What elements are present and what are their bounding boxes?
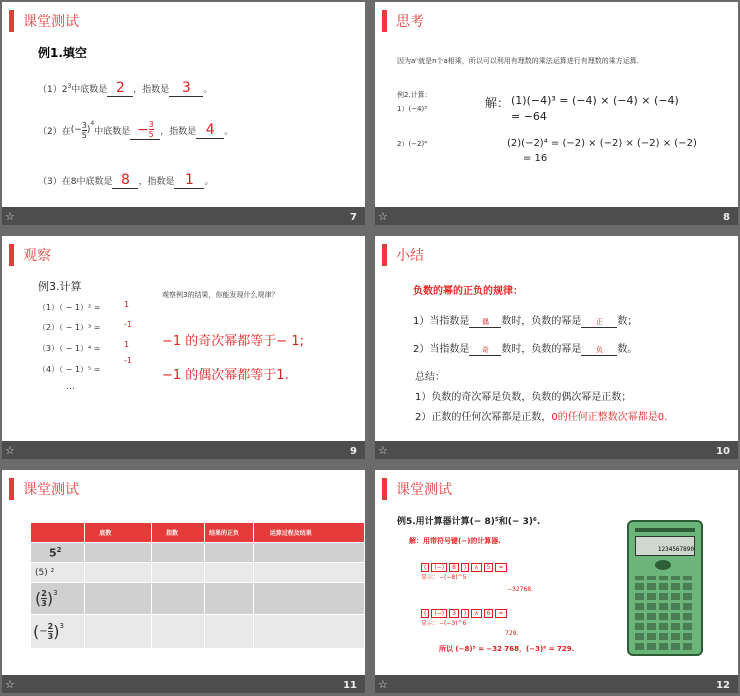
slide-title: 课堂测试 xyxy=(382,478,452,500)
rule-line-2: 2）当指数是 奇 数时，负数的幂是 负 数。 xyxy=(413,344,638,355)
slide-10-thumbnail[interactable] xyxy=(375,236,738,459)
calculator-display: 1234567890 xyxy=(635,536,695,556)
slide-footer xyxy=(2,207,365,225)
star-icon[interactable]: ☆ xyxy=(5,444,15,457)
slide-12-thumbnail[interactable] xyxy=(375,470,738,693)
slide-number: 7 xyxy=(350,212,357,223)
slide-number: 8 xyxy=(723,212,730,223)
slide-number: 11 xyxy=(343,680,357,691)
summary-line-1: 1）负数的奇次幂是负数，负数的偶次幂是正数； xyxy=(415,392,632,403)
slide-title: 课堂测试 xyxy=(9,10,79,32)
table-row: ( − $\frac{2}{3}$ ) $^3$ xyxy=(31,615,365,649)
slide-title: 小结 xyxy=(382,244,424,266)
slide-number: 12 xyxy=(716,680,730,691)
table-row: (5) ² xyxy=(31,563,365,583)
slide-number: 10 xyxy=(716,446,730,457)
key-sequence-1: ( (−) 8 ) ∧ 5 = xyxy=(421,554,509,573)
row-3: （3）（ − 1）⁴ = xyxy=(38,344,101,353)
slide-title: 思考 xyxy=(382,10,424,32)
heading: 例5.用计算器计算(− 8)⁵和(− 3)⁶. xyxy=(397,517,541,527)
slide-8 xyxy=(375,2,738,207)
slide-footer xyxy=(2,441,365,459)
question-1: $(1)2^3$中底数是 2 ，指数是 3 。 xyxy=(38,80,213,96)
star-icon[interactable]: ☆ xyxy=(5,210,15,223)
rule-1: −1 的奇次幂都等于− 1; xyxy=(162,334,304,349)
solution-2-line-2: = 16 xyxy=(523,153,548,164)
result-2: 729. xyxy=(505,630,519,637)
table-header-row: 底数 指数 结果的正负 运算过程及结果 xyxy=(31,523,365,543)
star-icon[interactable]: ☆ xyxy=(378,210,388,223)
table-row: ( 2 3 ) $^3$ xyxy=(31,583,365,615)
example-label: 例2.计算： xyxy=(397,91,432,99)
row-4-answer: -1 xyxy=(124,356,132,365)
display-2: 显示：−(−3)^6 xyxy=(421,620,467,627)
slide-7 xyxy=(2,2,365,207)
slide-footer xyxy=(2,675,365,693)
intro-text: 因为aⁿ就是n个a相乘，所以可以利用有理数的乘法运算进行有理数的乘方运算. xyxy=(397,57,640,65)
slide-title: 观察 xyxy=(9,244,51,266)
solution-label: 解： xyxy=(485,96,510,110)
slide-11 xyxy=(2,470,365,675)
heading: 例1.填空 xyxy=(38,46,87,60)
practice-table xyxy=(30,522,365,649)
table-row: $5^2$ xyxy=(31,543,365,563)
summary-label: 总结： xyxy=(415,372,445,383)
ellipsis: … xyxy=(66,382,75,392)
row-2: （2）（ − 1）³ = xyxy=(38,323,101,332)
star-icon[interactable]: ☆ xyxy=(378,678,388,691)
slide-11-thumbnail[interactable] xyxy=(2,470,365,693)
row-3-answer: 1 xyxy=(124,340,130,349)
slide-footer xyxy=(375,441,738,459)
slide-9 xyxy=(2,236,365,441)
rule-line-1: 1）当指数是 偶 数时，负数的幂是 正 数； xyxy=(413,316,638,327)
slide-footer xyxy=(375,207,738,225)
slide-7-thumbnail[interactable] xyxy=(2,2,365,225)
star-icon[interactable]: ☆ xyxy=(378,444,388,457)
conclusion: 所以 (−8)⁵ = −32 768，(−3)⁶ = 729. xyxy=(439,645,575,653)
heading: 负数的幂的正负的规律： xyxy=(413,286,523,297)
result-1: −32768. xyxy=(507,586,534,593)
row-4: （4）（ − 1）⁵ = xyxy=(38,365,101,374)
row-1: （1）（ − 1）² = xyxy=(38,303,101,312)
row-1-answer: 1 xyxy=(124,300,130,309)
row-2-answer: -1 xyxy=(124,320,132,329)
slide-number: 9 xyxy=(350,446,357,457)
key-sequence-2: ( (−) 3 ) ∧ 6 = xyxy=(421,600,509,619)
question: 观察例3的结果，你能发现什么规律？ xyxy=(162,291,279,299)
slide-12 xyxy=(375,470,738,675)
slide-9-thumbnail[interactable] xyxy=(2,236,365,459)
slide-10 xyxy=(375,236,738,441)
calculator-image xyxy=(627,520,703,656)
rule-2: −1 的偶次幂都等于1. xyxy=(162,368,289,383)
slide-8-thumbnail[interactable] xyxy=(375,2,738,225)
question-3: （3）在8中底数是 8 ，指数是 1 。 xyxy=(38,172,214,188)
heading: 例3.计算 xyxy=(38,280,82,293)
slide-title: 课堂测试 xyxy=(9,478,79,500)
summary-line-2: 2）正数的任何次幂都是正数，0的任何正整数次幂都是0. xyxy=(415,412,668,423)
example-item-1: 1）(−4)³ xyxy=(397,105,428,113)
solution-2-line-1: (2)(−2)⁴ = (−2) × (−2) × (−2) × (−2) xyxy=(507,138,697,149)
display-1: 显示：−(−8)^5 xyxy=(421,574,467,581)
example-item-2: 2）(−2)⁴ xyxy=(397,140,428,148)
solution-text: 解：用带符号键(−)的计算器. xyxy=(409,537,501,545)
solution-1-line-2: = −64 xyxy=(511,110,547,123)
question-2: （2）在 (− $\frac{3}{5}$ ) $^4$ 中底数是 − $\frac{3}{5}$ ，指数是 4 。 xyxy=(38,120,234,140)
star-icon[interactable]: ☆ xyxy=(5,678,15,691)
solution-1-line-1: (1)(−4)³ = (−4) × (−4) × (−4) xyxy=(511,94,679,107)
slide-footer xyxy=(375,675,738,693)
